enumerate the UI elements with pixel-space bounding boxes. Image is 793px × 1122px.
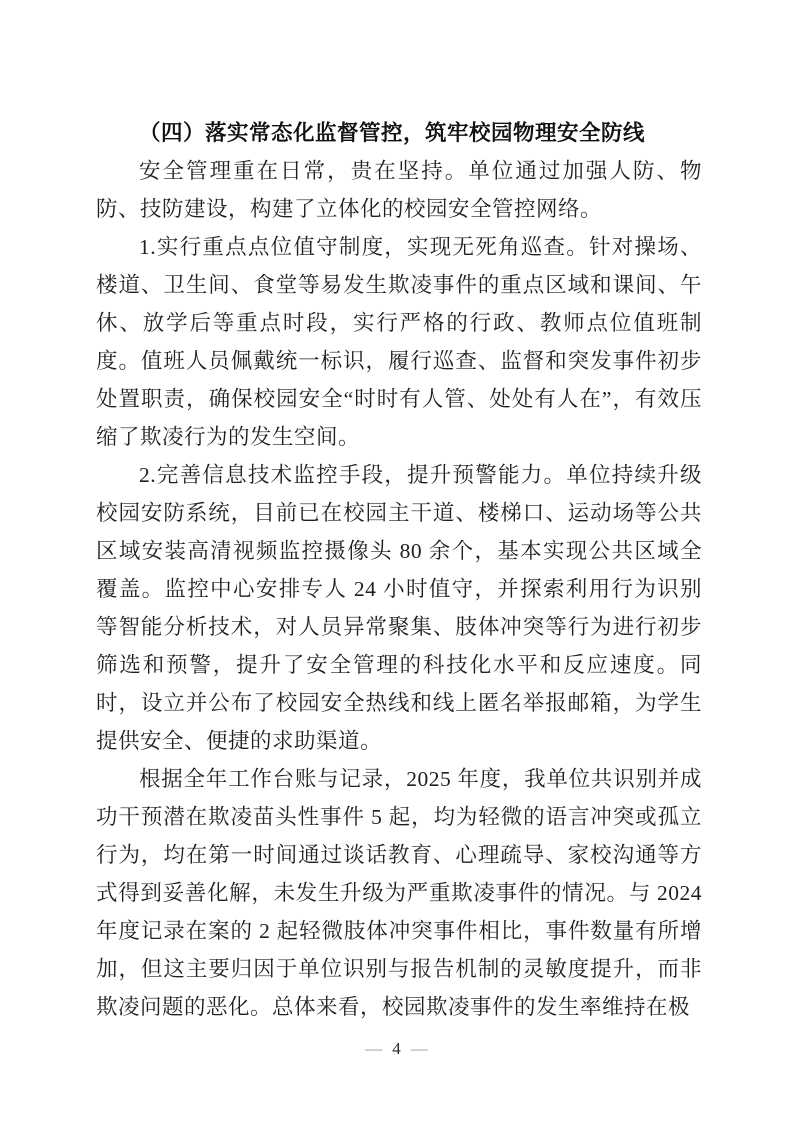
page-number: 4 [392,1039,401,1058]
paragraph-point-2: 2.完善信息技术监控手段，提升预警能力。单位持续升级校园安防系统，目前已在校园主干道、楼梯口、运动场等公共区域安装高清视频监控摄像头 80 余个，基本实现公共区域全覆盖。监控中心安排专人 24 小时值守，并探索利用行为识别等智能分析技术，对人员异常聚集、肢体冲突等行为进行初步筛选和预警，提升了安全管理的科技化水平和反应速度。同时，设立并公布了校园安全热线和线上匿名举报邮箱，为学生提供安全、便捷的求助渠道。 [96,463,702,753]
footer-left-dash: — [365,1039,383,1058]
section-heading: （四）落实常态化监督管控，筑牢校园物理安全防线 [139,121,646,145]
paragraph-annual-summary: 根据全年工作台账与记录，2025 年度，我单位共识别并成功干预潜在欺凌苗头性事件 5 起，均为轻微的语言冲突或孤立行为，均在第一时间通过谈话教育、心理疏导、家校沟通等方式得到妥善化解，未发生升级为严重欺凌事件的情况。与 2024 年度记录在案的 2 起轻微肢体冲突事件相比，事件数量有所增加，但这主要归因于单位识别与报告机制的灵敏度提升，而非欺凌问题的恶化。总体来看，校园欺凌事件的发生率维持在极 [96,767,702,1019]
paragraph-intro: 安全管理重在日常，贵在坚持。单位通过加强人防、物防、技防建设，构建了立体化的校园安全管控网络。 [96,159,702,221]
document-body [96,114,702,1026]
footer-right-dash: — [410,1039,428,1058]
paragraph-point-1: 1.实行重点点位值守制度，实现无死角巡查。针对操场、楼道、卫生间、食堂等易发生欺凌事件的重点区域和课间、午休、放学后等重点时段，实行严格的行政、教师点位值班制度。值班人员佩戴统一标识，履行巡查、监督和突发事件初步处置职责，确保校园安全“时时有人管、处处有人在”，有效压缩了欺凌行为的发生空间。 [96,235,702,449]
page-footer [0,1038,793,1060]
